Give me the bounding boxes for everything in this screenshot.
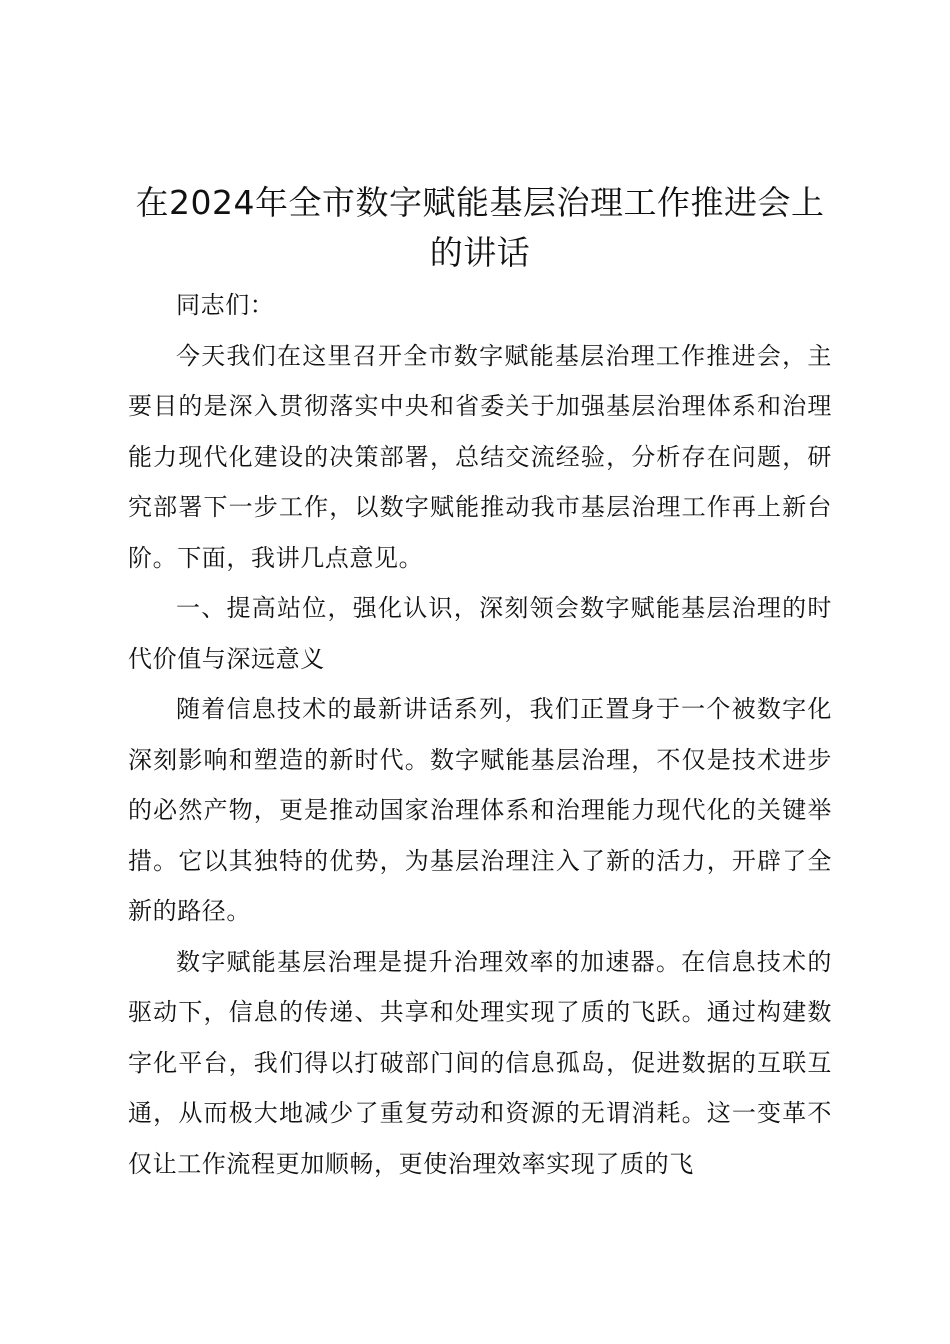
section-heading-1: 一、提高站位，强化认识，深刻领会数字赋能基层治理的时代价值与深远意义 bbox=[128, 594, 832, 673]
document-title: 在2024年全市数字赋能基层治理工作推进会上的讲话 bbox=[135, 183, 825, 272]
paragraph-efficiency: 数字赋能基层治理是提升治理效率的加速器。在信息技术的驱动下，信息的传递、共享和处理实现了质的飞跃。通过构建数字化平台，我们得以打破部门间的信息孤岛，促进数据的互联互通，从而极大地减少了重复劳动和资源的无谓消耗。这一变革不仅让工作流程更加顺畅，更使治理效率实现了质的飞 bbox=[128, 947, 832, 1178]
paragraph-intro: 今天我们在这里召开全市数字赋能基层治理工作推进会，主要目的是深入贯彻落实中央和省委关于加强基层治理体系和治理能力现代化建设的决策部署，总结交流经验，分析存在问题，研究部署下一步工作，以数字赋能推动我市基层治理工作再上新台阶。下面，我讲几点意见。 bbox=[128, 341, 832, 572]
paragraph-era: 随着信息技术的最新讲话系列，我们正置身于一个被数字化深刻影响和塑造的新时代。数字赋能基层治理，不仅是技术进步的必然产物，更是推动国家治理体系和治理能力现代化的关键举措。它以其独特的优势，为基层治理注入了新的活力，开辟了全新的路径。 bbox=[128, 695, 832, 925]
greeting: 同志们： bbox=[176, 291, 275, 319]
document-body bbox=[128, 178, 832, 1189]
